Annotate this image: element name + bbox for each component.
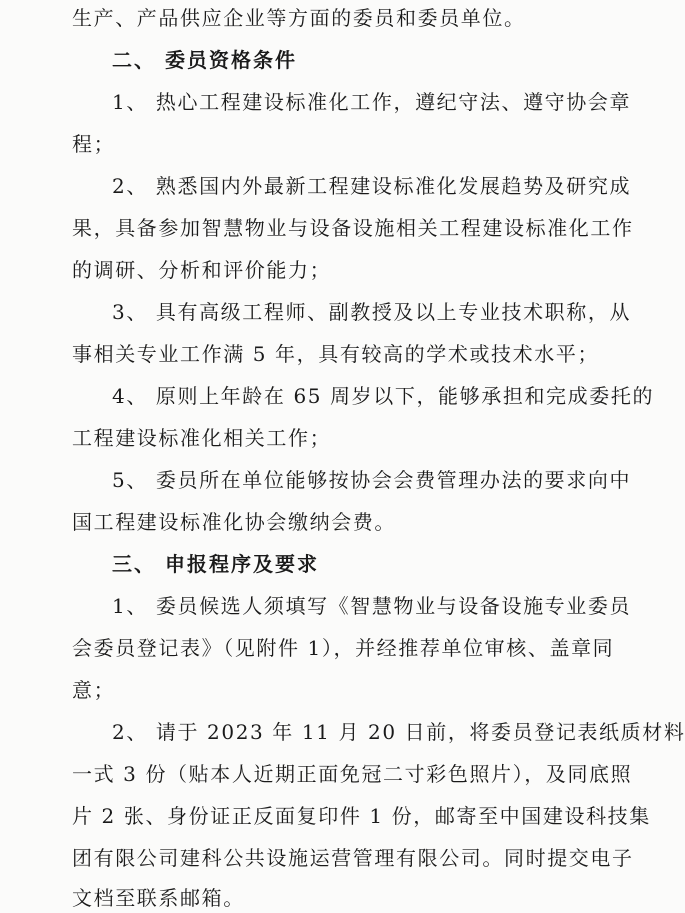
- text-line: 的调研、分析和评价能力；: [72, 258, 332, 282]
- text-line: 一式 3 份（贴本人近期正面免冠二寸彩色照片），及同底照: [72, 762, 633, 786]
- text-line: 1、 委员候选人须填写《智慧物业与设备设施专业委员: [112, 594, 632, 618]
- text-line: 生产、产品供应企业等方面的委员和委员单位。: [72, 6, 526, 30]
- text-line: 1、 热心工程建设标准化工作，遵纪守法、遵守协会章: [112, 90, 632, 114]
- text-line: 意；: [72, 678, 116, 702]
- text-line: 5、 委员所在单位能够按协会会费管理办法的要求向中: [112, 468, 632, 492]
- text-line: 国工程建设标准化协会缴纳会费。: [72, 510, 396, 534]
- text-line: 会委员登记表》（见附件 1），并经推荐单位审核、盖章同: [72, 636, 615, 660]
- text-line: 文档至联系邮箱。: [72, 886, 245, 910]
- text-line: 片 2 张、身份证正反面复印件 1 份，邮寄至中国建设科技集: [72, 804, 651, 828]
- text-line: 3、 具有高级工程师、副教授及以上专业技术职称，从: [112, 300, 632, 324]
- text-line: 2、 熟悉国内外最新工程建设标准化发展趋势及研究成: [112, 174, 632, 198]
- text-line: 程；: [72, 132, 116, 156]
- text-line: 4、 原则上年龄在 65 周岁以下，能够承担和完成委托的: [112, 384, 655, 408]
- text-line: 2、 请于 2023 年 11 月 20 日前，将委员登记表纸质材料: [112, 720, 685, 744]
- text-line: 团有限公司建科公共设施运营管理有限公司。同时提交电子: [72, 846, 634, 870]
- text-line: 工程建设标准化相关工作；: [72, 426, 332, 450]
- section-heading-qualifications: 二、 委员资格条件: [112, 48, 297, 72]
- text-line: 事相关专业工作满 5 年，具有较高的学术或技术水平；: [72, 342, 600, 366]
- text-line: 果，具备参加智慧物业与设备设施相关工程建设标准化工作: [72, 216, 634, 240]
- section-heading-procedures: 三、 申报程序及要求: [112, 552, 319, 576]
